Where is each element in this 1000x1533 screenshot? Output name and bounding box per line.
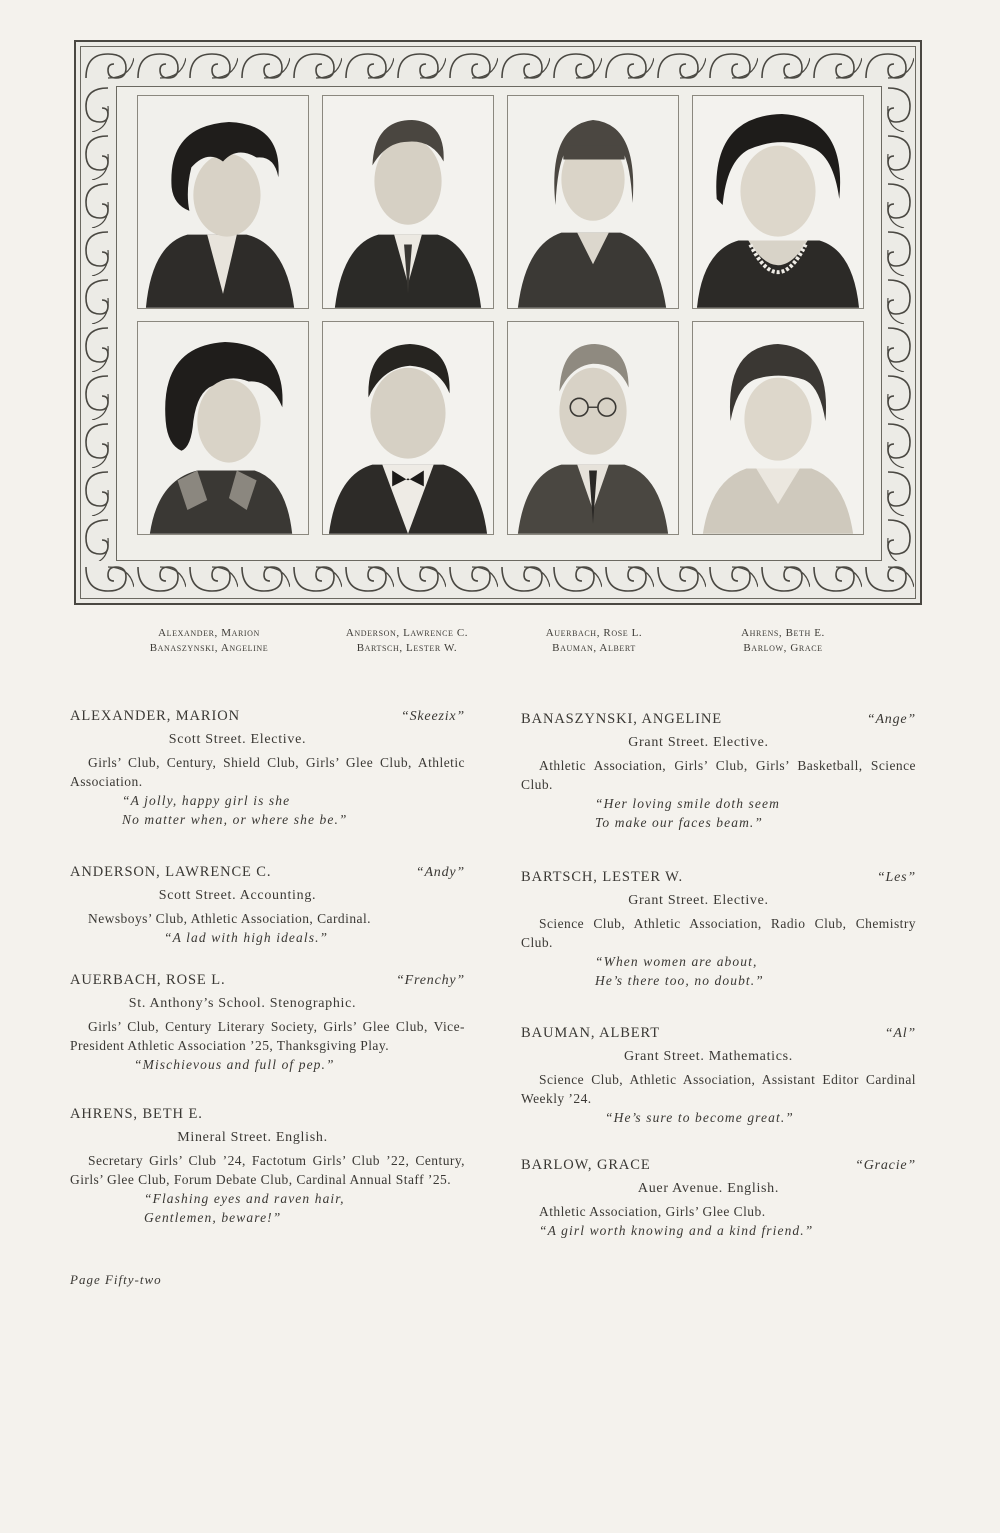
bio-heading xyxy=(521,1157,916,1179)
bio-name: BARTSCH, LESTER W. xyxy=(521,869,683,885)
portrait-ahrens-beth xyxy=(692,95,864,309)
bio-activities: Girls’ Club, Century Literary Society, Girls’ Glee Club, Vice-President Athletic Association ’25, Thanksgiving Play. xyxy=(70,1019,465,1053)
bio-quote: “Her loving smile doth seem To make our faces beam.” xyxy=(595,796,780,830)
scroll-ornament-top xyxy=(82,48,914,84)
bio-quote: “A jolly, happy girl is she No matter when, or where she be.” xyxy=(122,793,348,827)
bio-nickname: “Les” xyxy=(876,870,916,885)
bio-name: BANASZYNSKI, ANGELINE xyxy=(521,711,722,727)
bio-entry xyxy=(521,869,916,1025)
bio-heading xyxy=(70,1106,465,1128)
page-number: Page Fifty-two xyxy=(70,1272,162,1287)
bio-activities: Newsboys’ Club, Athletic Association, Cardinal. xyxy=(88,911,371,926)
bio-name: ANDERSON, LAWRENCE C. xyxy=(70,864,272,880)
bio-quote: “A lad with high ideals.” xyxy=(164,930,329,945)
bio-entry xyxy=(70,1106,465,1256)
bio-entry xyxy=(521,1025,916,1157)
portrait-frame xyxy=(74,40,922,605)
bio-name: BAUMAN, ALBERT xyxy=(521,1025,661,1041)
portrait-barlow-grace xyxy=(692,321,864,535)
bio-school-course: Mineral Street. English. xyxy=(177,1130,328,1145)
bio-activities: Athletic Association, Girls’ Club, Girls’ Basketball, Science Club. xyxy=(521,758,916,792)
portrait-grid xyxy=(116,86,882,561)
bio-name: BARLOW, GRACE xyxy=(521,1157,651,1173)
bio-school-course: St. Anthony’s School. Stenographic. xyxy=(128,996,357,1011)
bio-entry xyxy=(70,972,465,1106)
portrait-anderson-lawrence xyxy=(322,95,494,309)
portrait-alexander-marion xyxy=(137,95,309,309)
bio-nickname: “Frenchy” xyxy=(396,973,465,988)
bio-name: ALEXANDER, MARION xyxy=(70,708,240,724)
scroll-ornament-bottom xyxy=(82,561,914,597)
bio-entry xyxy=(70,708,465,864)
bio-quote: “Mischievous and full of pep.” xyxy=(134,1057,335,1072)
caption-line-1: Auerbach, Rose L. xyxy=(545,627,643,639)
bio-activities: Science Club, Athletic Association, Assistant Editor Cardinal Weekly ’24. xyxy=(521,1072,916,1106)
caption-line-2: Bauman, Albert xyxy=(552,642,636,654)
bio-school-course: Grant Street. Elective. xyxy=(628,893,769,908)
portrait-bartsch-lester xyxy=(322,321,494,535)
bio-activities: Athletic Association, Girls’ Glee Club. xyxy=(539,1204,766,1219)
caption-column-3 xyxy=(514,626,674,656)
bio-heading xyxy=(521,711,916,733)
portrait-banaszynski-angeline xyxy=(137,321,309,535)
portrait-auerbach-rose xyxy=(507,95,679,309)
bio-school-course: Auer Avenue. English. xyxy=(637,1181,780,1196)
portrait-bauman-albert xyxy=(507,321,679,535)
portrait-captions xyxy=(0,626,1000,660)
bio-nickname: “Gracie” xyxy=(855,1158,916,1173)
bio-quote: “Flashing eyes and raven hair, Gentlemen, beware!” xyxy=(144,1191,345,1225)
bio-quote: “A girl worth knowing and a kind friend.” xyxy=(539,1223,814,1238)
bio-nickname: “Ange” xyxy=(866,712,916,727)
bio-entry xyxy=(70,864,465,972)
caption-line-2: Barlow, Grace xyxy=(743,642,823,654)
bio-entry xyxy=(521,711,916,869)
bio-name: AUERBACH, ROSE L. xyxy=(70,972,226,988)
bio-heading xyxy=(70,864,465,886)
bio-school-course: Scott Street. Accounting. xyxy=(158,888,317,903)
caption-column-4 xyxy=(708,626,858,656)
bio-heading xyxy=(521,1025,916,1047)
caption-line-1: Alexander, Marion xyxy=(158,627,260,639)
bio-nickname: “Andy” xyxy=(415,865,465,880)
bio-entry xyxy=(521,1157,916,1257)
bio-nickname: “Al” xyxy=(884,1026,916,1041)
bio-activities: Girls’ Club, Century, Shield Club, Girls’ Glee Club, Athletic Association. xyxy=(70,755,465,789)
bio-nickname: “Skeezix” xyxy=(401,709,465,724)
caption-column-1 xyxy=(118,626,300,656)
bio-heading xyxy=(70,972,465,994)
caption-line-1: Ahrens, Beth E. xyxy=(741,627,825,639)
caption-line-1: Anderson, Lawrence C. xyxy=(345,627,469,639)
scroll-ornament-left xyxy=(82,84,114,561)
scroll-ornament-right xyxy=(882,84,914,561)
bio-quote: “When women are about, He’s there too, no doubt.” xyxy=(595,954,764,988)
caption-line-2: Bartsch, Lester W. xyxy=(356,642,458,654)
bio-school-course: Scott Street. Elective. xyxy=(168,732,307,747)
bio-activities: Secretary Girls’ Club ’24, Factotum Girls’ Club ’22, Century, Girls’ Glee Club, Forum Debate Club, Cardinal Annual Staff ’25. xyxy=(70,1153,465,1187)
bios-left-column xyxy=(70,708,465,1256)
caption-column-2 xyxy=(311,626,503,656)
bio-school-course: Grant Street. Mathematics. xyxy=(623,1049,794,1064)
bio-school-course: Grant Street. Elective. xyxy=(628,735,769,750)
caption-line-2: Banaszynski, Angeline xyxy=(149,642,269,654)
bio-activities: Science Club, Athletic Association, Radio Club, Chemistry Club. xyxy=(521,916,916,950)
bio-name: AHRENS, BETH E. xyxy=(70,1106,203,1122)
bio-heading xyxy=(521,869,916,891)
bio-quote: “He’s sure to become great.” xyxy=(605,1110,794,1125)
bio-heading xyxy=(70,708,465,730)
bios-right-column xyxy=(521,711,916,1257)
